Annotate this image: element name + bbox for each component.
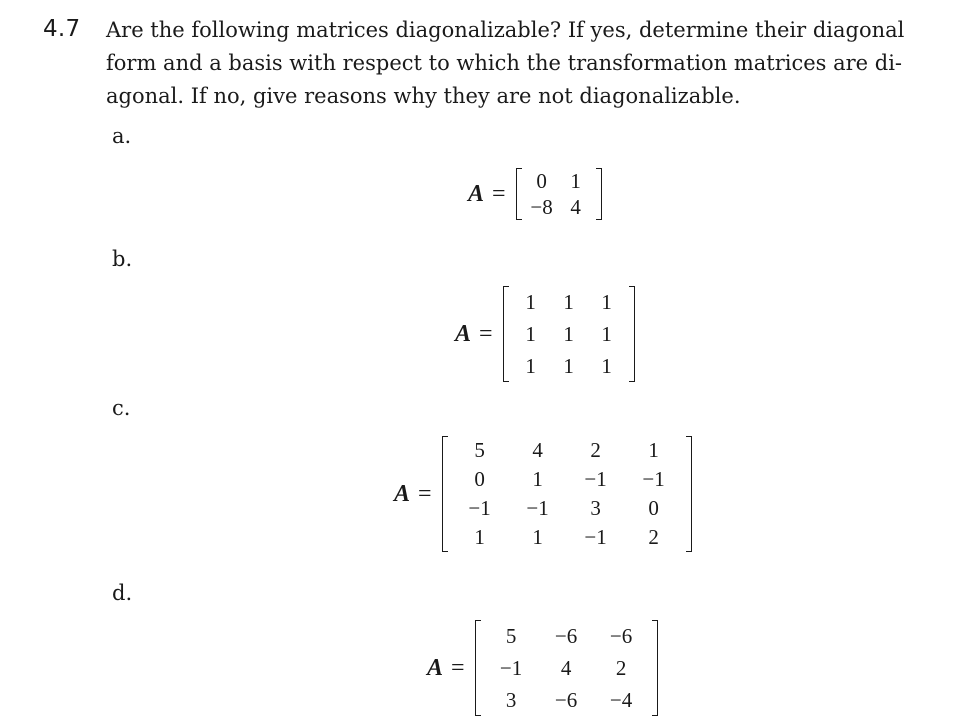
equals-sign: = <box>451 654 465 681</box>
matrix-cell: 5 <box>474 438 485 462</box>
equation-lhs <box>427 655 465 682</box>
matrix-cell: 1 <box>563 289 574 314</box>
matrix-cell: 1 <box>532 467 543 491</box>
matrix-cell: 5 <box>505 623 517 648</box>
matrix-row <box>484 684 649 716</box>
part-label-b: b. <box>112 247 133 271</box>
matrix-cell: 1 <box>648 438 659 462</box>
matrix-cell: −8 <box>530 194 553 219</box>
matrix-cell: −6 <box>554 623 578 648</box>
problem-statement <box>106 14 944 113</box>
matrix-row <box>451 465 683 494</box>
matrix-cell: 1 <box>601 289 612 314</box>
matrix-cell: 1 <box>525 321 536 346</box>
matrix-cell: 3 <box>505 687 517 712</box>
matrix-cell: −6 <box>609 623 633 648</box>
matrix-row <box>512 286 626 318</box>
matrix-variable: A <box>394 480 411 507</box>
matrix-b <box>503 286 635 382</box>
matrix-cell: 2 <box>615 655 627 680</box>
matrix-variable: A <box>427 654 444 681</box>
matrix-c <box>442 436 692 552</box>
matrix-row <box>484 620 649 652</box>
equals-sign: = <box>479 320 493 347</box>
matrix-row <box>451 494 683 523</box>
matrix-cell: 0 <box>648 496 659 520</box>
matrix-cell: 1 <box>601 353 612 378</box>
part-label-d: d. <box>112 581 133 605</box>
matrix-variable: A <box>455 320 472 347</box>
matrix-cell: −4 <box>609 687 633 712</box>
part-label-a: a. <box>112 124 132 148</box>
matrix-cell: 1 <box>563 321 574 346</box>
equation-d <box>427 620 658 716</box>
equation-b <box>455 286 635 382</box>
matrix-a <box>516 168 602 220</box>
equation-lhs <box>394 481 432 508</box>
matrix-row <box>525 168 593 194</box>
equation-lhs <box>455 321 493 348</box>
matrix-cell: 2 <box>590 438 601 462</box>
matrix-cell: −1 <box>499 655 523 680</box>
part-label-c: c. <box>112 396 131 420</box>
matrix-cell: −1 <box>642 467 665 491</box>
matrix-cell: −1 <box>584 467 607 491</box>
problem-line: form and a basis with respect to which the transformation matrices are di- <box>106 51 903 75</box>
equation-lhs <box>468 181 506 208</box>
matrix-variable: A <box>468 180 485 207</box>
matrix-cell: 4 <box>570 194 581 219</box>
equation-a <box>468 168 602 220</box>
matrix-cell: 1 <box>570 168 581 193</box>
matrix-cell: 0 <box>536 168 547 193</box>
matrix-cell: −6 <box>554 687 578 712</box>
matrix-cell: −1 <box>526 496 549 520</box>
problem-line: agonal. If no, give reasons why they are not diagonalizable. <box>106 84 741 108</box>
equals-sign: = <box>492 180 506 207</box>
matrix-cell: 0 <box>474 467 485 491</box>
matrix-cell: 4 <box>532 438 543 462</box>
matrix-row <box>484 652 649 684</box>
problem-number: 4.7 <box>43 16 81 42</box>
matrix-cell: −1 <box>468 496 491 520</box>
matrix-row <box>512 318 626 350</box>
matrix-row <box>451 523 683 552</box>
matrix-row <box>525 194 593 220</box>
matrix-cell: 1 <box>525 289 536 314</box>
matrix-row <box>512 350 626 382</box>
matrix-cell: 1 <box>532 525 543 549</box>
matrix-d <box>475 620 658 716</box>
matrix-row <box>451 436 683 465</box>
matrix-cell: 1 <box>474 525 485 549</box>
matrix-cell: 1 <box>563 353 574 378</box>
equals-sign: = <box>418 480 432 507</box>
matrix-cell: 1 <box>601 321 612 346</box>
matrix-cell: 2 <box>648 525 659 549</box>
equation-c <box>394 436 692 552</box>
problem-line: Are the following matrices diagonalizable? If yes, determine their diagonal <box>106 18 905 42</box>
matrix-cell: 4 <box>560 655 572 680</box>
matrix-cell: 1 <box>525 353 536 378</box>
matrix-cell: 3 <box>590 496 601 520</box>
matrix-cell: −1 <box>584 525 607 549</box>
